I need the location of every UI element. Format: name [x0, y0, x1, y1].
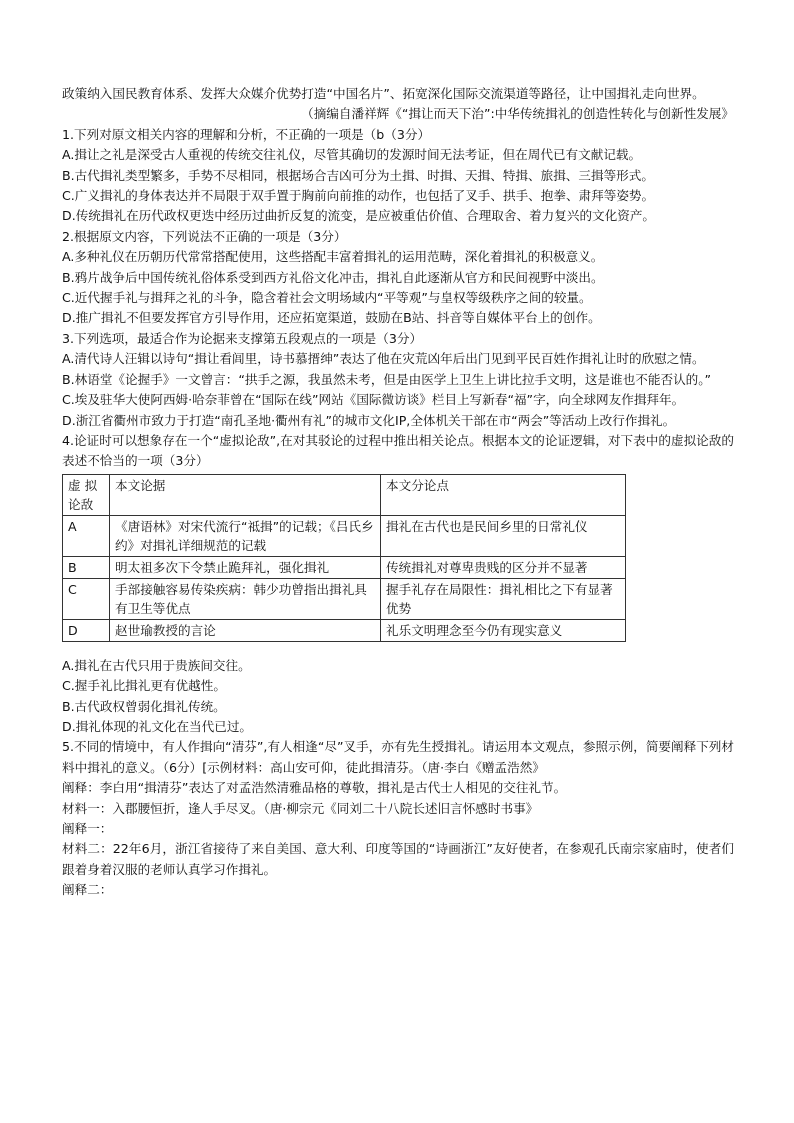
q4-option-b: B.古代政权曾弱化揖礼传统。 — [62, 698, 226, 714]
q5-example-note: 阐释：李白用“揖清芬”表达了对孟浩然清雅品格的尊敬，揖礼是古代士人相见的交往礼节。 — [62, 780, 567, 796]
table-header-cell: 虚 拟 论敌 — [63, 474, 110, 515]
table-row — [63, 619, 626, 641]
intro-paragraph: 政策纳入国民教育体系、发挥大众媒介优势打造“中国名片”、拓宽深化国际交流渠道等路径，让中国揖礼走向世界。 — [62, 86, 705, 101]
q4-option-d: D.揖礼体现的礼文化在当代已过。 — [62, 718, 253, 734]
q4-option-a: A.揖礼在古代只用于贵族间交往。 — [62, 657, 251, 673]
q2-option-a: A.多种礼仪在历朝历代常常搭配使用，这些搭配丰富着揖礼的运用范畴，深化着揖礼的积极意义。 — [62, 249, 604, 265]
argument-table — [62, 474, 626, 642]
table-cell: 明太祖多次下令禁止跪拜礼，强化揖礼 — [110, 556, 381, 578]
q2-option-c: C.近代握手礼与揖拜之礼的斗争，隐含着社会文明场域内“平等观”与皇权等级秩序之间的较量。 — [62, 290, 592, 306]
table-cell: 握手礼存在局限性：揖礼相比之下有显著优势 — [381, 578, 626, 619]
question-2-stem: 2.根据原文内容，下列说法不正确的一项是（3分） — [62, 228, 347, 244]
table-row — [63, 515, 626, 556]
q2-option-d: D.推广揖礼不但要发挥官方引导作用，还应拓宽渠道，鼓励在B站、抖音等自媒体平台上的创作。 — [62, 310, 601, 326]
table-cell: 揖礼在古代也是民间乡里的日常礼仪 — [381, 515, 626, 556]
table-cell: 传统揖礼对尊卑贵贱的区分并不显著 — [381, 556, 626, 578]
table-row — [63, 556, 626, 578]
table-cell: C — [63, 578, 110, 619]
table-cell: B — [63, 556, 110, 578]
table-cell: D — [63, 619, 110, 641]
q1-option-c: C.广义揖礼的身体表达并不局限于双手置于胸前向前推的动作，也包括了叉手、拱手、抱拳、肃拜等姿势。 — [62, 188, 655, 204]
question-5-stem: 5.不同的情境中，有人作揖向“清芬”,有人相逢“尽”叉手，亦有先生授揖礼。请运用本文观点，参照示例，简要阐释下列材料中揖礼的意义。（6分）[示例材料：高山安可仰，徒此揖清芬。（唐·李白《赠孟浩然》 — [62, 739, 734, 775]
spacer — [62, 642, 734, 656]
table-cell: 《唐语林》对宋代流行“祗揖”的记载；《吕氏乡约》对揖礼详细规范的记载 — [110, 515, 381, 556]
table-cell: A — [63, 515, 110, 556]
q5-material-1: 材料一：入郡腰恒折，逢人手尽叉。（唐·柳宗元《同刘二十八院长述旧言怀感时书事》 — [62, 800, 539, 816]
q1-option-a: A.揖让之礼是深受古人重视的传统交往礼仪，尽管其确切的发源时间无法考证，但在周代已有文献记载。 — [62, 147, 642, 163]
document-page — [62, 84, 734, 901]
table-header-cell: 本文分论点 — [381, 474, 626, 515]
q4-option-c: C.握手礼比揖礼更有优越性。 — [62, 678, 226, 694]
question-3-stem: 3.下列选项，最适合作为论据来支撑第五段观点的一项是（3分） — [62, 330, 423, 346]
q3-option-a: A.清代诗人汪辑以诗句“揖让看闾里，诗书慕搢绅”表达了他在灾荒凶年后出门见到平民百姓作揖礼让时的欣慰之情。 — [62, 351, 705, 367]
q3-option-d: D.浙江省衢州市致力于打造“南孔圣地·衢州有礼”的城市文化IP,全体机关干部在市“两会”等活动上改行作揖礼。 — [62, 412, 676, 428]
q1-option-b: B.古代揖礼类型繁多，手势不尽相同，根据场合吉凶可分为土揖、时揖、天揖、特揖、旅揖、三揖等形式。 — [62, 167, 654, 183]
question-4-stem: 4.论证时可以想象存在一个“虚拟论敌”,在对其驳论的过程中推出相关论点。根据本文的论证逻辑，对下表中的虚拟论敌的表述不恰当的一项（3分） — [62, 432, 734, 469]
q3-option-b: B.林语堂《论握手》一文曾言：“拱手之源，我虽然未考，但是由医学上卫生上讲比拉手文明，这是谁也不能否认的。” — [62, 371, 712, 387]
q2-option-b: B.鸦片战争后中国传统礼俗体系受到西方礼俗文化冲击，揖礼自此逐渐从官方和民间视野中淡出。 — [62, 269, 604, 285]
table-cell: 赵世瑜教授的言论 — [110, 619, 381, 641]
question-1-stem: 1.下列对原文相关内容的理解和分析，不正确的一项是（b（3分） — [62, 126, 431, 142]
q5-answer-2-label: 阐释二： — [62, 882, 113, 898]
table-header-cell: 本文论据 — [110, 474, 381, 515]
q1-option-d: D.传统揖礼在历代政权更迭中经历过曲折反复的流变，是应被重估价值、合理取舍、着力复兴的文化资产。 — [62, 208, 656, 224]
table-row — [63, 578, 626, 619]
table-header-row — [63, 474, 626, 515]
q5-answer-1-label: 阐释一： — [62, 820, 113, 836]
q3-option-c: C.埃及驻华大使阿西姆·哈奈菲曾在“国际在线”网站《国际微访谈》栏目上写新春“福”字，向全球网友作揖拜年。 — [62, 392, 685, 408]
source-citation: （摘编自潘祥辉《“揖让而天下治”:中华传统揖礼的创造性转化与创新性发展》 — [301, 106, 734, 122]
q5-material-2: 材料二：22年6月，浙江省接待了来自美国、意大利、印度等国的“诗画浙江”友好使者，在参观孔氏南宗家庙时，使者们跟着身着汉服的老师认真学习作揖礼。 — [62, 841, 734, 877]
table-cell: 手部接触容易传染疾病：韩少功曾指出揖礼具有卫生等优点 — [110, 578, 381, 619]
table-cell: 礼乐文明理念至今仍有现实意义 — [381, 619, 626, 641]
